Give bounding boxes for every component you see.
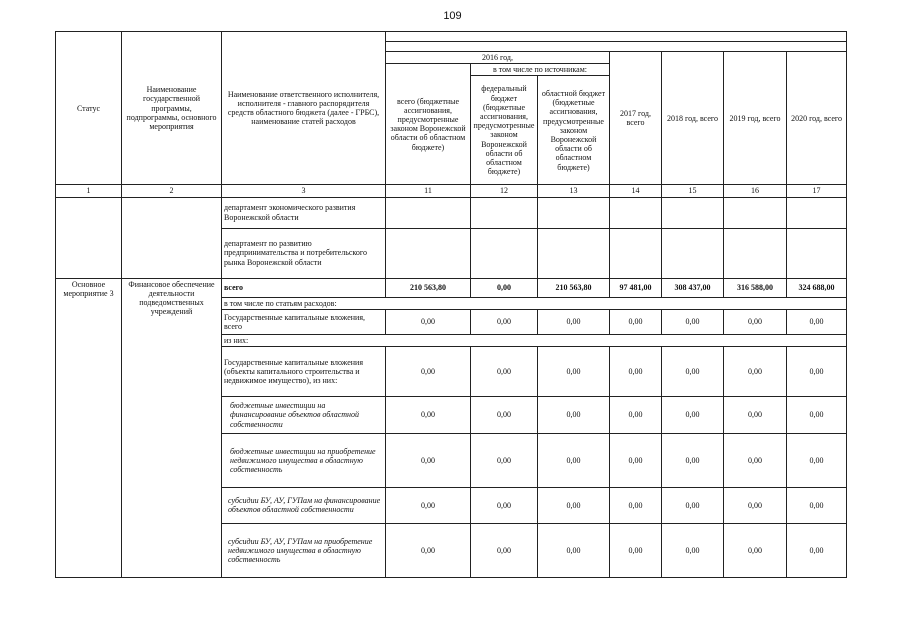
value-cell: 0,00 (538, 487, 610, 523)
value-cell: 0,00 (787, 309, 847, 334)
value-cell: 0,00 (471, 346, 538, 396)
colnum: 2 (122, 185, 222, 197)
value-cell: 0,00 (471, 278, 538, 297)
program-cell: Финансовое обеспечение деятельности подведомственных учреждений (122, 278, 222, 577)
header-2018: 2018 год, всего (662, 52, 724, 185)
header-2020: 2020 год, всего (787, 52, 847, 185)
row-label: Государственные капитальные вложения (объекты капитального строительства и недвижимое имущество), из них: (222, 346, 386, 396)
value-cell: 0,00 (471, 309, 538, 334)
row-label: Государственные капитальные вложения, всего (222, 309, 386, 334)
value-cell: 0,00 (471, 523, 538, 577)
header-federal: федеральный бюджет (бюджетные ассигнования, предусмотренные законом Воронежской области об областном бюджете) (471, 76, 538, 185)
header-2019: 2019 год, всего (724, 52, 787, 185)
header-responsible: Наименование ответственного исполнителя, исполнителя - главного распорядителя средств областного бюджета (далее - ГРБС), наименование статей расходов (222, 32, 386, 185)
value-cell: 0,00 (787, 487, 847, 523)
colnum: 17 (787, 185, 847, 197)
colnum: 15 (662, 185, 724, 197)
header-blank-row-2 (386, 42, 847, 52)
value-cell: 0,00 (471, 487, 538, 523)
value-cell: 0,00 (386, 309, 471, 334)
value-cell: 0,00 (610, 396, 662, 433)
empty-cell (56, 197, 122, 278)
value-cell: 0,00 (724, 309, 787, 334)
colnum: 12 (471, 185, 538, 197)
value-cell: 0,00 (386, 346, 471, 396)
value-cell: 0,00 (787, 433, 847, 487)
header-2016-total: всего (бюджетные ассигнования, предусмотренные законом Воронежской области об областном бюджете) (386, 64, 471, 185)
value-cell: 0,00 (662, 309, 724, 334)
value-cell: 0,00 (610, 523, 662, 577)
colnum: 14 (610, 185, 662, 197)
value-cell: 0,00 (386, 433, 471, 487)
row-label: всего (222, 278, 386, 297)
budget-table (55, 31, 847, 578)
value-cell: 0,00 (386, 396, 471, 433)
header-program: Наименование государственной программы, подпрограммы, основного мероприятия (122, 32, 222, 185)
row-label: в том числе по статьям расходов: (222, 297, 847, 309)
value-cell: 0,00 (662, 396, 724, 433)
value-cell: 0,00 (787, 346, 847, 396)
header-status: Статус (56, 32, 122, 185)
value-cell: 0,00 (787, 523, 847, 577)
value-cell: 0,00 (610, 487, 662, 523)
value-cell: 0,00 (724, 396, 787, 433)
value-cell: 0,00 (386, 523, 471, 577)
status-cell: Основное мероприятие 3 (56, 278, 122, 577)
value-cell: 316 588,00 (724, 278, 787, 297)
value-cell: 0,00 (610, 346, 662, 396)
column-numbers-row (56, 185, 847, 197)
value-cell: 0,00 (662, 523, 724, 577)
value-cell: 0,00 (724, 433, 787, 487)
empty-cell (122, 197, 222, 278)
value-cell: 0,00 (538, 523, 610, 577)
value-cell: 0,00 (610, 309, 662, 334)
value-cell: 324 688,00 (787, 278, 847, 297)
table-row (56, 197, 847, 228)
table-row (56, 278, 847, 297)
header-regional: областной бюджет (бюджетные ассигнования, предусмотренные законом Воронежской области об областном бюджете) (538, 76, 610, 185)
row-label: из них: (222, 334, 847, 346)
value-cell: 0,00 (538, 433, 610, 487)
value-cell: 97 481,00 (610, 278, 662, 297)
row-label: бюджетные инвестиции на приобретение недвижимого имущества в областную собственность (222, 433, 386, 487)
row-label: субсидии БУ, АУ, ГУПам на финансирование объектов областной собственности (222, 487, 386, 523)
dept-entrepreneurship: департамент по развитию предпринимательства и потребительского рынка Воронежской области (222, 228, 386, 278)
value-cell: 0,00 (386, 487, 471, 523)
header-year-2016: 2016 год, (386, 52, 610, 64)
dept-economic-development: департамент экономического развития Воронежской области (222, 197, 386, 228)
header-blank-row-1 (386, 32, 847, 42)
header-sources: в том числе по источникам: (471, 64, 610, 76)
page-number: 109 (443, 10, 462, 22)
value-cell: 0,00 (787, 396, 847, 433)
value-cell: 0,00 (724, 346, 787, 396)
value-cell: 0,00 (662, 433, 724, 487)
value-cell: 0,00 (724, 487, 787, 523)
value-cell: 0,00 (662, 487, 724, 523)
row-label: бюджетные инвестиции на финансирование объектов областной собственности (222, 396, 386, 433)
colnum: 11 (386, 185, 471, 197)
value-cell: 210 563,80 (386, 278, 471, 297)
colnum: 16 (724, 185, 787, 197)
row-label: субсидии БУ, АУ, ГУПам на приобретение недвижимого имущества в областную собственность (222, 523, 386, 577)
colnum: 1 (56, 185, 122, 197)
colnum: 13 (538, 185, 610, 197)
value-cell: 0,00 (610, 433, 662, 487)
value-cell: 0,00 (471, 433, 538, 487)
colnum: 3 (222, 185, 386, 197)
value-cell: 0,00 (662, 346, 724, 396)
value-cell: 0,00 (724, 523, 787, 577)
value-cell: 0,00 (538, 396, 610, 433)
value-cell: 0,00 (538, 309, 610, 334)
value-cell: 0,00 (538, 346, 610, 396)
header-2017: 2017 год, всего (610, 52, 662, 185)
value-cell: 210 563,80 (538, 278, 610, 297)
value-cell: 308 437,00 (662, 278, 724, 297)
value-cell: 0,00 (471, 396, 538, 433)
